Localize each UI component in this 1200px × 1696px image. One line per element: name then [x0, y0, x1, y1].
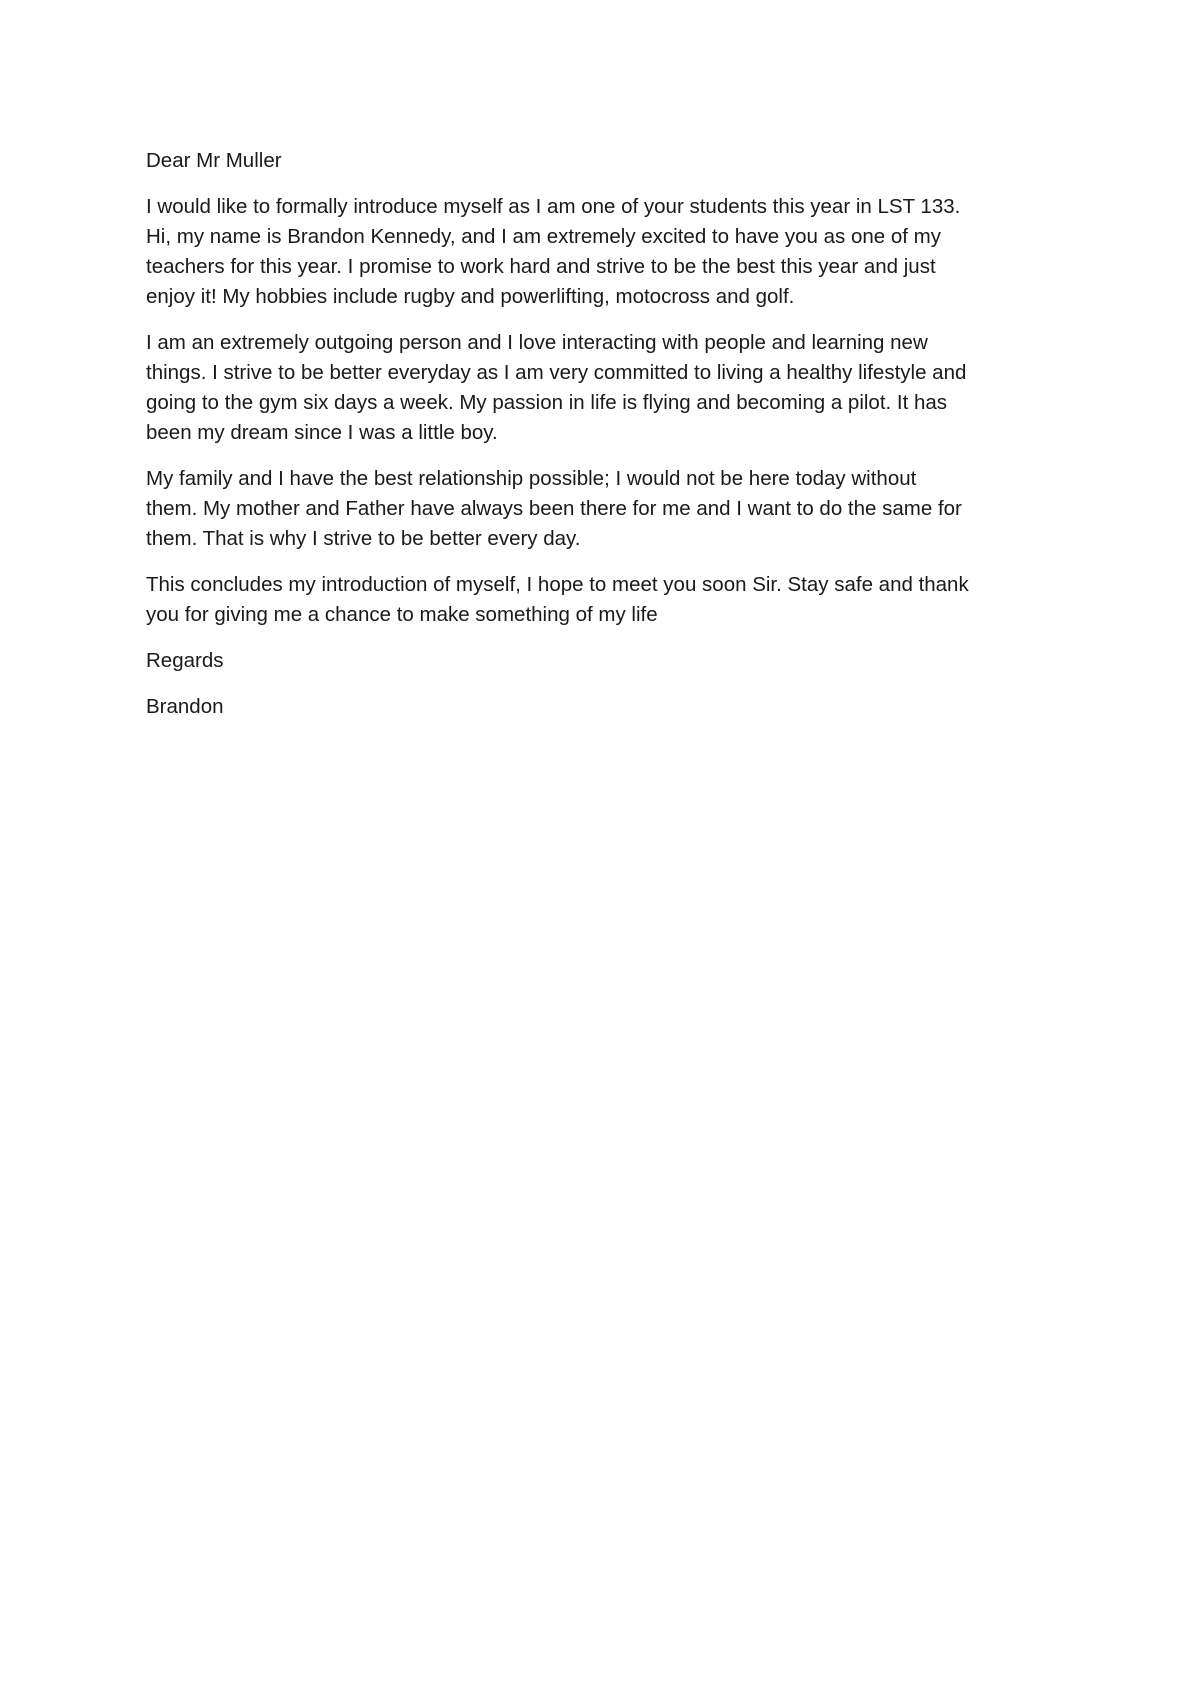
paragraph-line: Hi, my name is Brandon Kennedy, and I am extremely excited to have you as one of my [146, 225, 941, 248]
paragraph-line: things. I strive to be better everyday as I am very committed to living a healthy lifestyle and [146, 361, 967, 384]
paragraph-line: I would like to formally introduce myself as I am one of your students this year in LST 133. [146, 195, 961, 218]
letter-body [146, 146, 1061, 738]
signature: Brandon [146, 695, 224, 718]
paragraph-line: them. That is why I strive to be better every day. [146, 527, 581, 550]
paragraph-line: teachers for this year. I promise to work hard and strive to be the best this year and just [146, 255, 936, 278]
paragraph-line: This concludes my introduction of myself, I hope to meet you soon Sir. Stay safe and thank [146, 573, 969, 596]
paragraph-conclusion [146, 570, 1061, 630]
paragraph-line: them. My mother and Father have always been there for me and I want to do the same for [146, 497, 962, 520]
salutation: Dear Mr Muller [146, 149, 282, 172]
paragraph-line: I am an extremely outgoing person and I love interacting with people and learning new [146, 331, 928, 354]
closing: Regards [146, 649, 224, 672]
paragraph-personality [146, 328, 1061, 448]
paragraph-family [146, 464, 1061, 554]
paragraph-line: been my dream since I was a little boy. [146, 421, 498, 444]
paragraph-line: you for giving me a chance to make something of my life [146, 603, 658, 626]
paragraph-line: My family and I have the best relationship possible; I would not be here today without [146, 467, 917, 490]
paragraph-line: going to the gym six days a week. My passion in life is flying and becoming a pilot. It has [146, 391, 948, 414]
paragraph-line: enjoy it! My hobbies include rugby and powerlifting, motocross and golf. [146, 285, 795, 308]
paragraph-introduction [146, 192, 1061, 312]
